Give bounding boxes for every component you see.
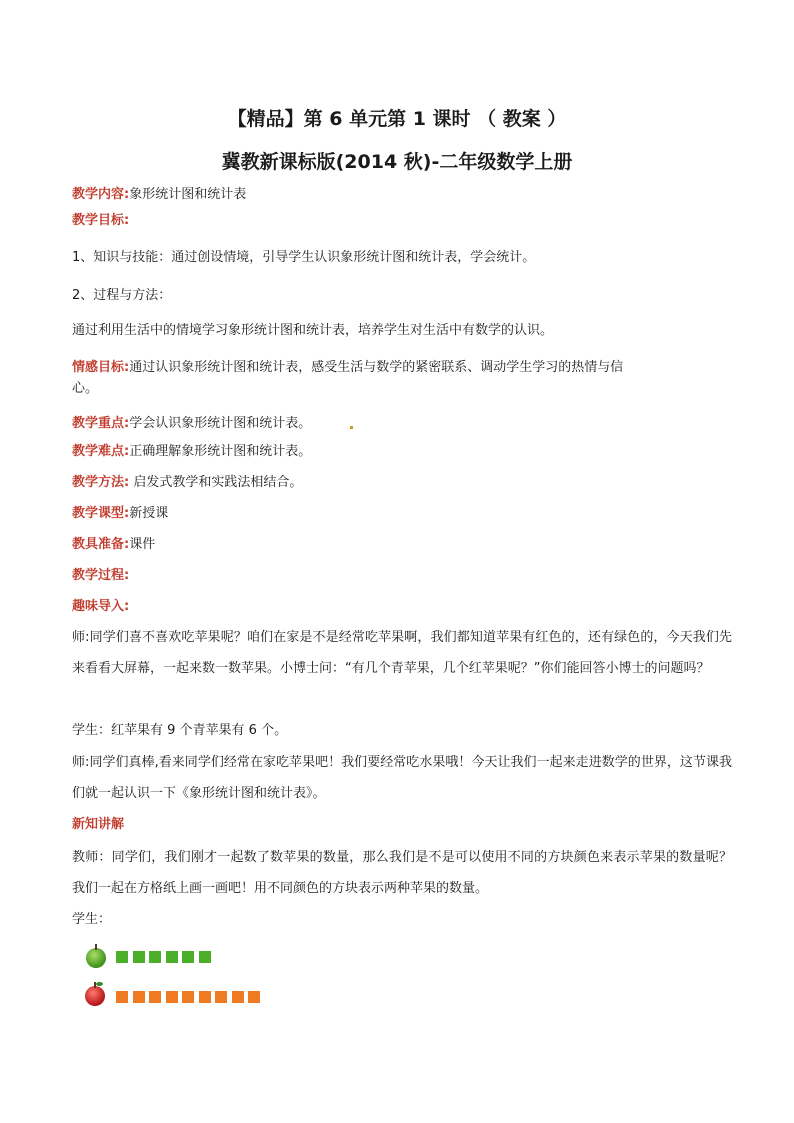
student-label: 学生： [72,912,112,927]
teacher-paragraph-3: 教师：同学们，我们刚才一起数了数苹果的数量，那么我们是不是可以使用不同的方块颜色来表示苹果的数量呢？我们一起在方格纸上画一画吧！用不同颜色的方块表示两种苹果的数量。 [72,850,732,896]
red-apple-leaf [96,982,103,986]
emotion-goal-continued: 心。 [72,381,99,396]
key-point [72,415,311,433]
key-point-text: 学会认识象形统计图和统计表。 [129,416,312,431]
goal-1: 1、知识与技能：通过创设情境，引导学生认识象形统计图和统计表，学会统计。 [72,250,536,265]
difficulty-label: 教学难点: [72,444,130,459]
teaching-content [72,186,246,204]
orange-block [182,991,194,1003]
teaching-content-text: 象形统计图和统计表 [129,187,247,202]
green-block [182,951,194,963]
goal-2: 2、过程与方法： [72,288,172,303]
green-block [133,951,145,963]
new-knowledge-label: 新知讲解 [72,817,125,832]
teaching-method-text: 启发式教学和实践法相结合。 [129,475,303,490]
teaching-goals-label: 教学目标: [72,213,130,228]
green-block [166,951,178,963]
key-point-label: 教学重点: [72,416,130,431]
green-block [149,951,161,963]
orange-block [199,991,211,1003]
stray-dot [350,426,353,429]
difficulty-text: 正确理解象形统计图和统计表。 [129,444,312,459]
teacher-paragraph-1: 师:同学们喜不喜欢吃苹果呢？咱们在家是不是经常吃苹果啊，我们都知道苹果有红色的，还有绿色的，今天我们先来看看大屏幕，一起来数一数苹果。小博士问：“有几个青苹果，几个红苹果呢？”你们能回答小博士的问题吗？ [72,630,732,676]
teacher-paragraph-2: 师:同学们真棒,看来同学们经常在家吃苹果吧！我们要经常吃水果哦！今天让我们一起来走进数学的世界，这节课我们就一起认识一下《象形统计图和统计表》。 [72,755,732,801]
teaching-tools-label: 教具准备: [72,537,130,552]
orange-block [215,991,227,1003]
title-line-1: 【精品】第 6 单元第 1 课时 （ 教案 ） [227,108,567,130]
lesson-type-label: 教学课型: [72,506,130,521]
lesson-type [72,505,168,523]
orange-block [133,991,145,1003]
green-block [116,951,128,963]
lesson-type-text: 新授课 [129,506,169,521]
teaching-tools-text: 课件 [129,537,156,552]
emotion-goal-text: 通过认识象形统计图和统计表，感受生活与数学的紧密联系、调动学生学习的热情与信 [129,360,624,375]
difficulty [72,443,311,461]
green-apple-stem [95,944,97,950]
orange-block [232,991,244,1003]
green-apple-icon [86,948,106,968]
red-apple-icon [85,986,105,1006]
orange-block [248,991,260,1003]
title-line-2: 冀教新课标版(2014 秋)-二年级数学上册 [221,151,573,173]
teaching-method-label: 教学方法: [72,475,130,490]
teaching-method [72,474,302,492]
teaching-tools [72,536,155,554]
orange-block [149,991,161,1003]
goal-2-text: 通过利用生活中的情境学习象形统计图和统计表，培养学生对生活中有数学的认识。 [72,323,554,338]
orange-block [166,991,178,1003]
green-block [199,951,211,963]
intro-label: 趣味导入: [72,599,130,614]
emotion-goal-label: 情感目标: [72,360,130,375]
teaching-content-label: 教学内容: [72,187,130,202]
emotion-goal [72,359,623,377]
student-answer: 学生：红苹果有 9 个青苹果有 6 个。 [72,723,288,738]
teaching-process-label: 教学过程: [72,568,130,583]
orange-block [116,991,128,1003]
